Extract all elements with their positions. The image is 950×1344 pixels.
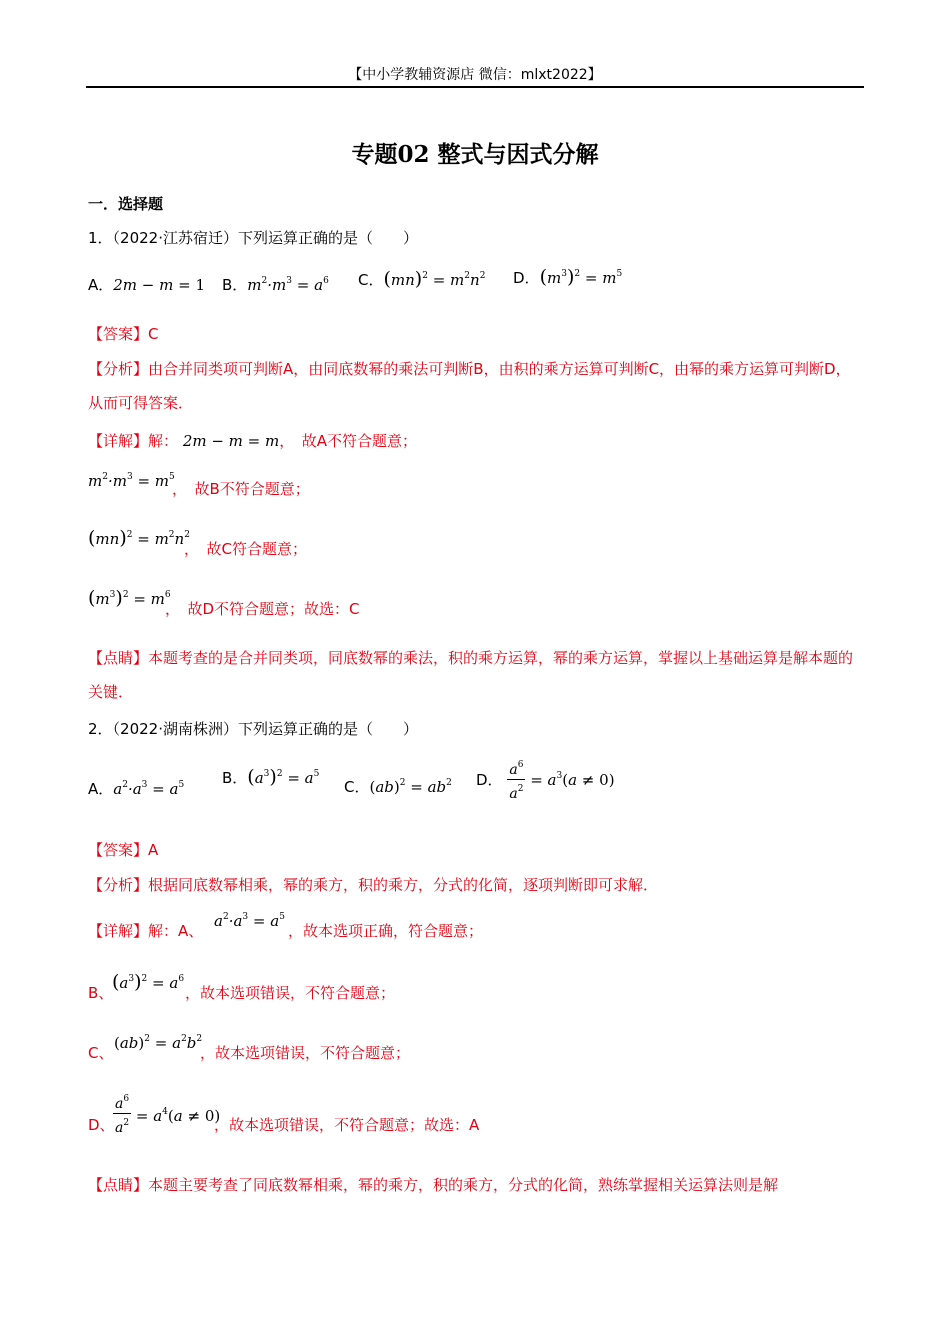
header-rule (86, 86, 864, 88)
q2-detail-formula-3-wrap (114, 1028, 202, 1054)
q1-detail-formula-2: $m^2\cdot m^3 = m^5$ (88, 472, 175, 490)
q1-comment-tag: 【点睛】 (88, 649, 149, 667)
q2-detail-line-1 (88, 920, 203, 942)
q1-detail-text-1: ， 故A不符合题意； (279, 432, 418, 450)
q2-detail-text-3: ，故本选项错误，不符合题意； (200, 1044, 411, 1062)
q1-option-b (222, 274, 329, 295)
q2-option-d-fraction: $\frac{a^6}{a^2}$ (507, 756, 525, 803)
q1-option-b-label: B． (222, 276, 248, 294)
q1-detail-line-1 (88, 430, 417, 452)
q2-analysis-text: 根据同底数幂相乘，幂的乘方，积的乘方，分式的化简，逐项判断即可求解． (148, 876, 659, 894)
q1-comment-text: 本题考查的是合并同类项，同底数幂的乘法，积的乘方运算，幂的乘方运算，掌握以上基础运算是解本题的关键． (88, 649, 854, 701)
q1-analysis-tag: 【分析】 (88, 360, 149, 378)
q2-detail-label-3: C、 (88, 1044, 114, 1062)
q2-detail-label-4: D、 (88, 1116, 115, 1134)
q1-option-d-label: D． (513, 269, 540, 287)
q2-detail-formula-4-wrap (113, 1090, 220, 1137)
q2-comment-tag: 【点睛】 (88, 1176, 149, 1194)
q2-detail-text-2: ，故本选项错误，不符合题意； (185, 984, 396, 1002)
q2-detail-formula-1: $a^2\cdot a^3 = a^5$ (214, 912, 285, 930)
q2-option-c (344, 776, 452, 797)
q2-detail-formula-1-wrap (214, 906, 285, 932)
q2-option-a-label: A． (88, 780, 114, 798)
q2-option-d (476, 756, 615, 803)
q1-detail-line-2 (88, 466, 175, 492)
section-heading: 一．选择题 (88, 195, 164, 213)
document-title: 专题02 整式与因式分解 (351, 141, 599, 168)
q2-detail-text-1: ，故本选项正确，符合题意； (288, 922, 484, 940)
q2-detail-formula-4: = $a^4(a \ne 0)$ (131, 1106, 221, 1125)
q1-analysis (88, 352, 864, 420)
q1-option-d-formula: $(m^3)^2 = m^5$ (539, 266, 623, 288)
q1-detail-formula-4: $(m^3)^2 = m^6$ (88, 587, 171, 609)
q2-detail-tag: 【详解】 (88, 922, 149, 940)
q1-detail-line-3 (88, 524, 190, 550)
q2-detail-prefix: 解：A、 (148, 922, 204, 940)
q2-option-b-label: B． (222, 769, 248, 787)
q2-detail-label-2: B、 (88, 984, 114, 1002)
q1-option-a (88, 274, 205, 295)
q1-detail-formula-1: 2m − m = m (182, 432, 280, 450)
q1-detail-text-3: ， 故C符合题意； (184, 540, 307, 558)
q1-detail-tag: 【详解】 (88, 432, 149, 450)
q2-option-b-formula: $(a^3)^2 = a^5$ (247, 766, 320, 788)
q2-option-a-formula: $a^2\cdot a^3 = a^5$ (113, 780, 185, 798)
q1-option-c (358, 268, 485, 290)
q2-option-b (222, 766, 319, 788)
q2-detail-formula-2: $(a^3)^2 = a^6$ (112, 971, 185, 993)
q1-option-d (513, 266, 622, 288)
q2-comment-text: 本题主要考查了同底数幂相乘，幂的乘方，积的乘方，分式的化简，熟练掌握相关运算法则是解 (148, 1176, 779, 1194)
q2-option-c-formula: $(ab)^2 = ab^2$ (369, 778, 452, 796)
q2-detail-fraction-4: $\frac{a^6}{a^2}$ (113, 1090, 131, 1137)
question-2-stem: 2．（2022·湖南株洲）下列运算正确的是（ ） (88, 720, 418, 738)
q1-option-c-label: C． (358, 271, 384, 289)
q2-option-c-label: C． (344, 778, 370, 796)
q1-option-b-formula: $m^2\cdot m^3 = a^6$ (247, 276, 329, 294)
q1-comment (88, 641, 864, 709)
q2-detail-text-4: ，故本选项错误，不符合题意；故选：A (214, 1116, 480, 1134)
q1-detail-line-4 (88, 584, 171, 610)
q2-comment (88, 1174, 778, 1196)
q2-analysis-tag: 【分析】 (88, 876, 149, 894)
q1-option-c-formula: $(mn)^2 = m^2n^2$ (383, 268, 486, 290)
q1-detail-text-4: ， 故D不符合题意；故选：C (165, 600, 360, 618)
q2-analysis (88, 874, 658, 896)
page-header: 【中小学教辅资源店 微信：mlxt2022】 (348, 67, 602, 83)
q2-detail-formula-3: $(ab)^2 = a^2b^2$ (114, 1034, 203, 1052)
q2-option-d-label: D． (476, 771, 503, 789)
q1-detail-text-2: ， 故B不符合题意； (172, 480, 310, 498)
q2-option-d-formula: = $a^3(a \ne 0)$ (525, 770, 615, 789)
q2-answer: 【答案】A (88, 841, 159, 859)
q1-answer: 【答案】C (88, 325, 159, 343)
q2-detail-formula-2-wrap (112, 968, 184, 994)
q1-analysis-text: 由合并同类项可判断A，由同底数幂的乘法可判断B，由积的乘方运算可判断C，由幂的乘方运算可判断D，从而可得答案． (88, 360, 851, 412)
question-1-stem: 1．（2022·江苏宿迁）下列运算正确的是（ ） (88, 229, 418, 247)
q1-option-a-formula: 2m − m = 1 (113, 276, 206, 294)
q2-option-a (88, 778, 184, 799)
q1-detail-formula-3: $(mn)^2 = m^2n^2$ (88, 527, 190, 549)
q1-detail-prefix: 解： (148, 432, 179, 450)
q1-option-a-label: A． (88, 276, 114, 294)
